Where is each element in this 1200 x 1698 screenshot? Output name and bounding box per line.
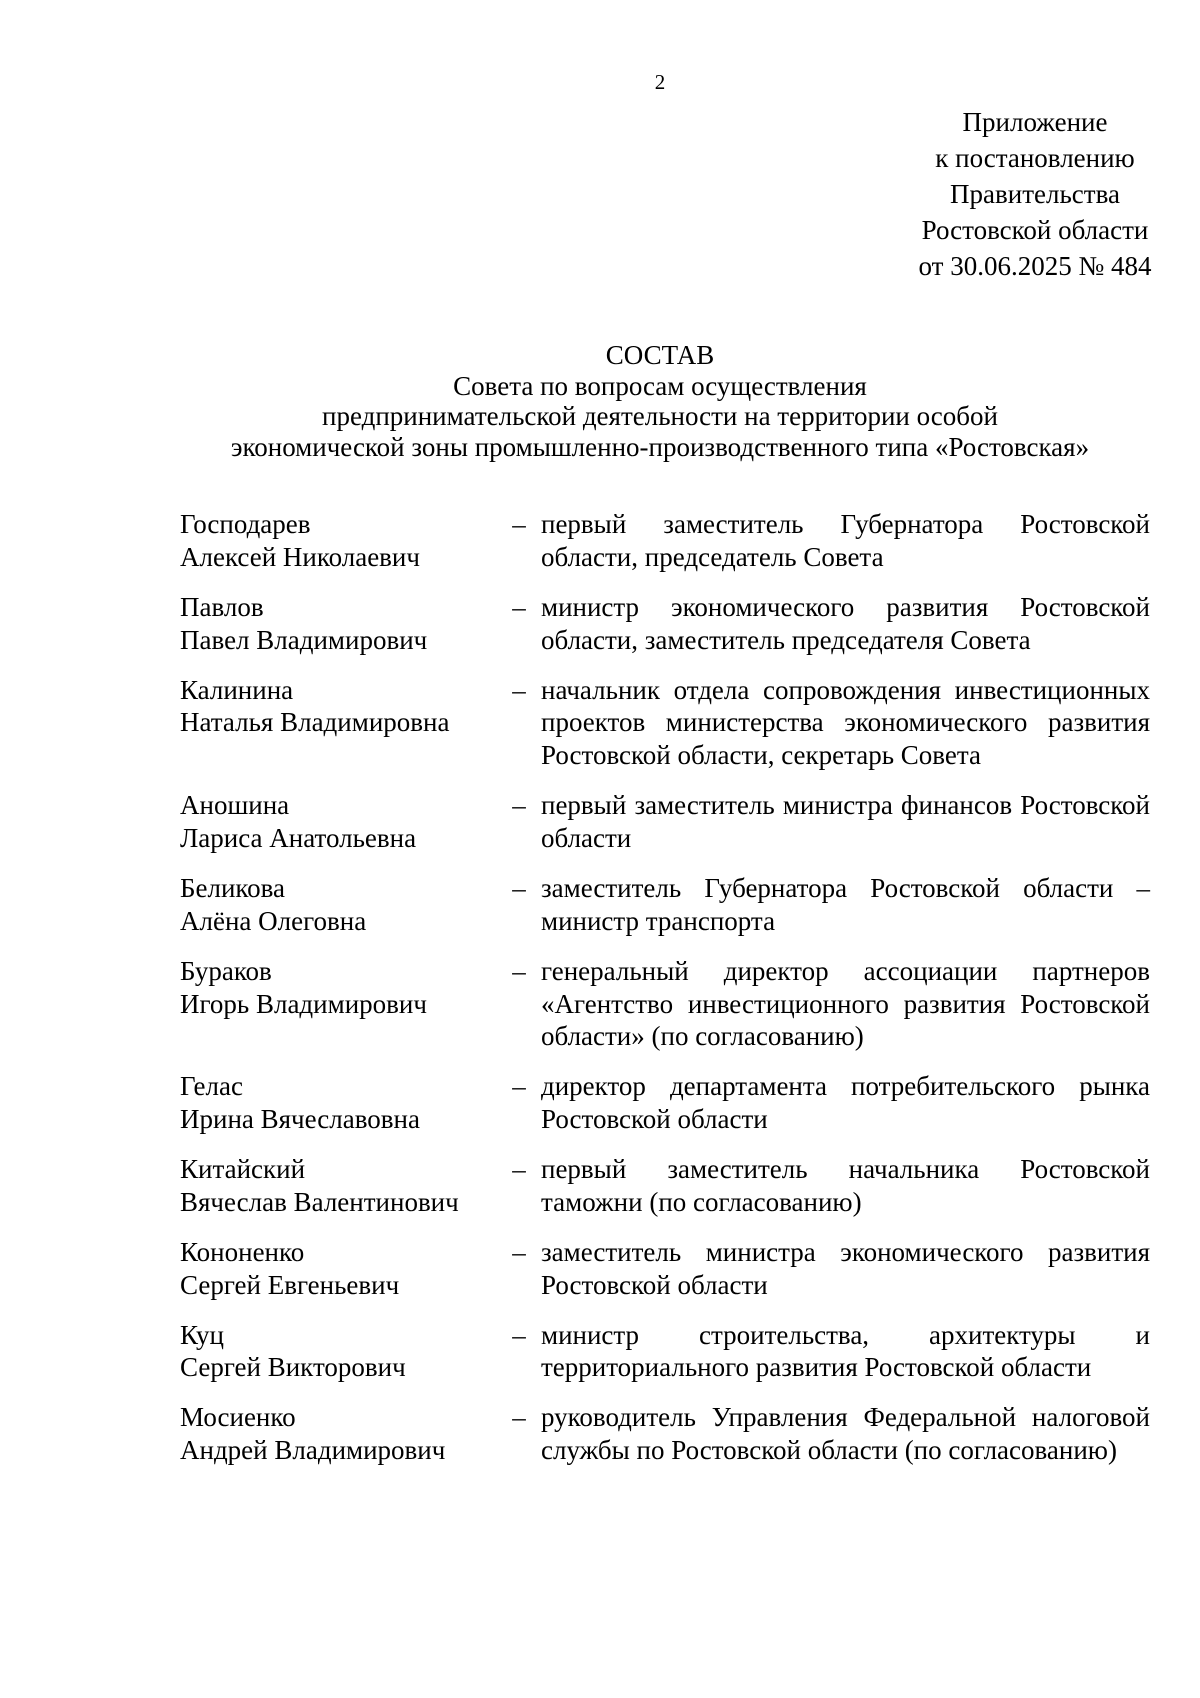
member-surname: Павлов (180, 591, 264, 622)
separator-dash: – (512, 1236, 526, 1267)
member-surname: Калинина (180, 674, 294, 705)
member-given-names: Сергей Евгеньевич (180, 1269, 400, 1300)
member-given-names: Алексей Николаевич (180, 541, 420, 572)
page-number: 2 (654, 70, 666, 94)
member-given-names: Алёна Олеговна (180, 905, 367, 936)
member-entry (180, 674, 1150, 772)
member-entry (180, 508, 1150, 574)
member-given-names: Андрей Владимирович (180, 1435, 446, 1466)
member-name (180, 1153, 500, 1219)
member-role: руководитель Управления Федеральной налоговой службы по Ростовской области (по согласованию) (541, 1402, 1150, 1466)
member-surname: Аношина (180, 790, 290, 821)
member-role: заместитель министра экономического развития Ростовской области (541, 1236, 1150, 1300)
member-name (180, 872, 500, 938)
member-given-names: Игорь Владимирович (180, 988, 427, 1019)
appendix-line: от 30.06.2025 № 484 (918, 251, 1152, 281)
member-entry (180, 1401, 1150, 1467)
appendix-line: Правительства (950, 179, 1120, 209)
appendix-reference (845, 104, 1200, 284)
member-entry (180, 789, 1150, 855)
appendix-line: к постановлению (935, 143, 1135, 173)
member-surname: Китайский (180, 1154, 306, 1185)
title-line: экономической зоны промышленно-производственного типа «Ростовская» (230, 431, 1090, 462)
member-role: министр экономического развития Ростовской области, заместитель председателя Совета (541, 591, 1150, 655)
separator-dash: – (512, 1319, 526, 1350)
member-given-names: Сергей Викторович (180, 1352, 406, 1383)
member-entry (180, 1070, 1150, 1136)
member-role: министр строительства, архитектуры и территориального развития Ростовской области (541, 1319, 1150, 1383)
member-role: первый заместитель начальника Ростовской таможни (по согласованию) (541, 1154, 1150, 1217)
members-list (180, 508, 1150, 1467)
member-role: начальник отдела сопровождения инвестиционных проектов министерства экономического развития Ростовской области, секретарь Совета (541, 674, 1150, 771)
member-surname: Беликова (180, 872, 286, 903)
member-role: первый заместитель министра финансов Ростовской области (541, 790, 1150, 853)
title-line: предпринимательской деятельности на территории особой (322, 401, 998, 431)
member-name (180, 508, 500, 574)
appendix-line: Приложение (962, 107, 1108, 137)
member-entry (180, 1319, 1150, 1385)
member-name (180, 789, 500, 855)
member-entry (180, 1153, 1150, 1219)
member-surname: Кононенко (180, 1236, 305, 1267)
separator-dash: – (512, 872, 526, 903)
member-role: генеральный директор ассоциации партнеров «Агентство инвестиционного развития Ростовской области» (по согласованию) (541, 955, 1150, 1052)
member-name (180, 1319, 500, 1385)
member-given-names: Вячеслав Валентинович (180, 1186, 459, 1217)
separator-dash: – (512, 790, 526, 821)
member-given-names: Ирина Вячеславовна (180, 1104, 420, 1135)
separator-dash: – (512, 1071, 526, 1102)
member-surname: Мосиенко (180, 1402, 296, 1433)
member-surname: Бураков (180, 955, 272, 986)
member-surname: Куц (180, 1319, 224, 1350)
separator-dash: – (512, 509, 526, 539)
member-entry (180, 1236, 1150, 1302)
member-name (180, 955, 500, 1021)
document-title (120, 340, 1200, 462)
member-entry (180, 591, 1150, 657)
member-given-names: Наталья Владимировна (180, 707, 450, 738)
member-given-names: Лариса Анатольевна (180, 822, 417, 853)
title-line: Совета по вопросам осуществления (453, 370, 867, 401)
member-given-names: Павел Владимирович (180, 624, 428, 655)
separator-dash: – (512, 674, 526, 705)
member-name (180, 591, 500, 657)
member-entry (180, 872, 1150, 938)
member-surname: Гелас (180, 1071, 243, 1102)
member-name (180, 1236, 500, 1302)
member-name (180, 1070, 500, 1136)
separator-dash: – (512, 1154, 526, 1185)
appendix-line: Ростовской области (921, 215, 1149, 245)
title-heading: СОСТАВ (605, 340, 715, 370)
member-name (180, 674, 500, 740)
separator-dash: – (512, 955, 526, 986)
member-role: первый заместитель Губернатора Ростовской области, председатель Совета (541, 509, 1150, 572)
member-role: директор департамента потребительского рынка Ростовской области (541, 1071, 1150, 1135)
member-role: заместитель Губернатора Ростовской области – министр транспорта (541, 872, 1150, 936)
separator-dash: – (512, 1402, 526, 1433)
separator-dash: – (512, 591, 526, 622)
member-entry (180, 955, 1150, 1053)
member-surname: Господарев (180, 509, 311, 539)
member-name (180, 1401, 500, 1467)
